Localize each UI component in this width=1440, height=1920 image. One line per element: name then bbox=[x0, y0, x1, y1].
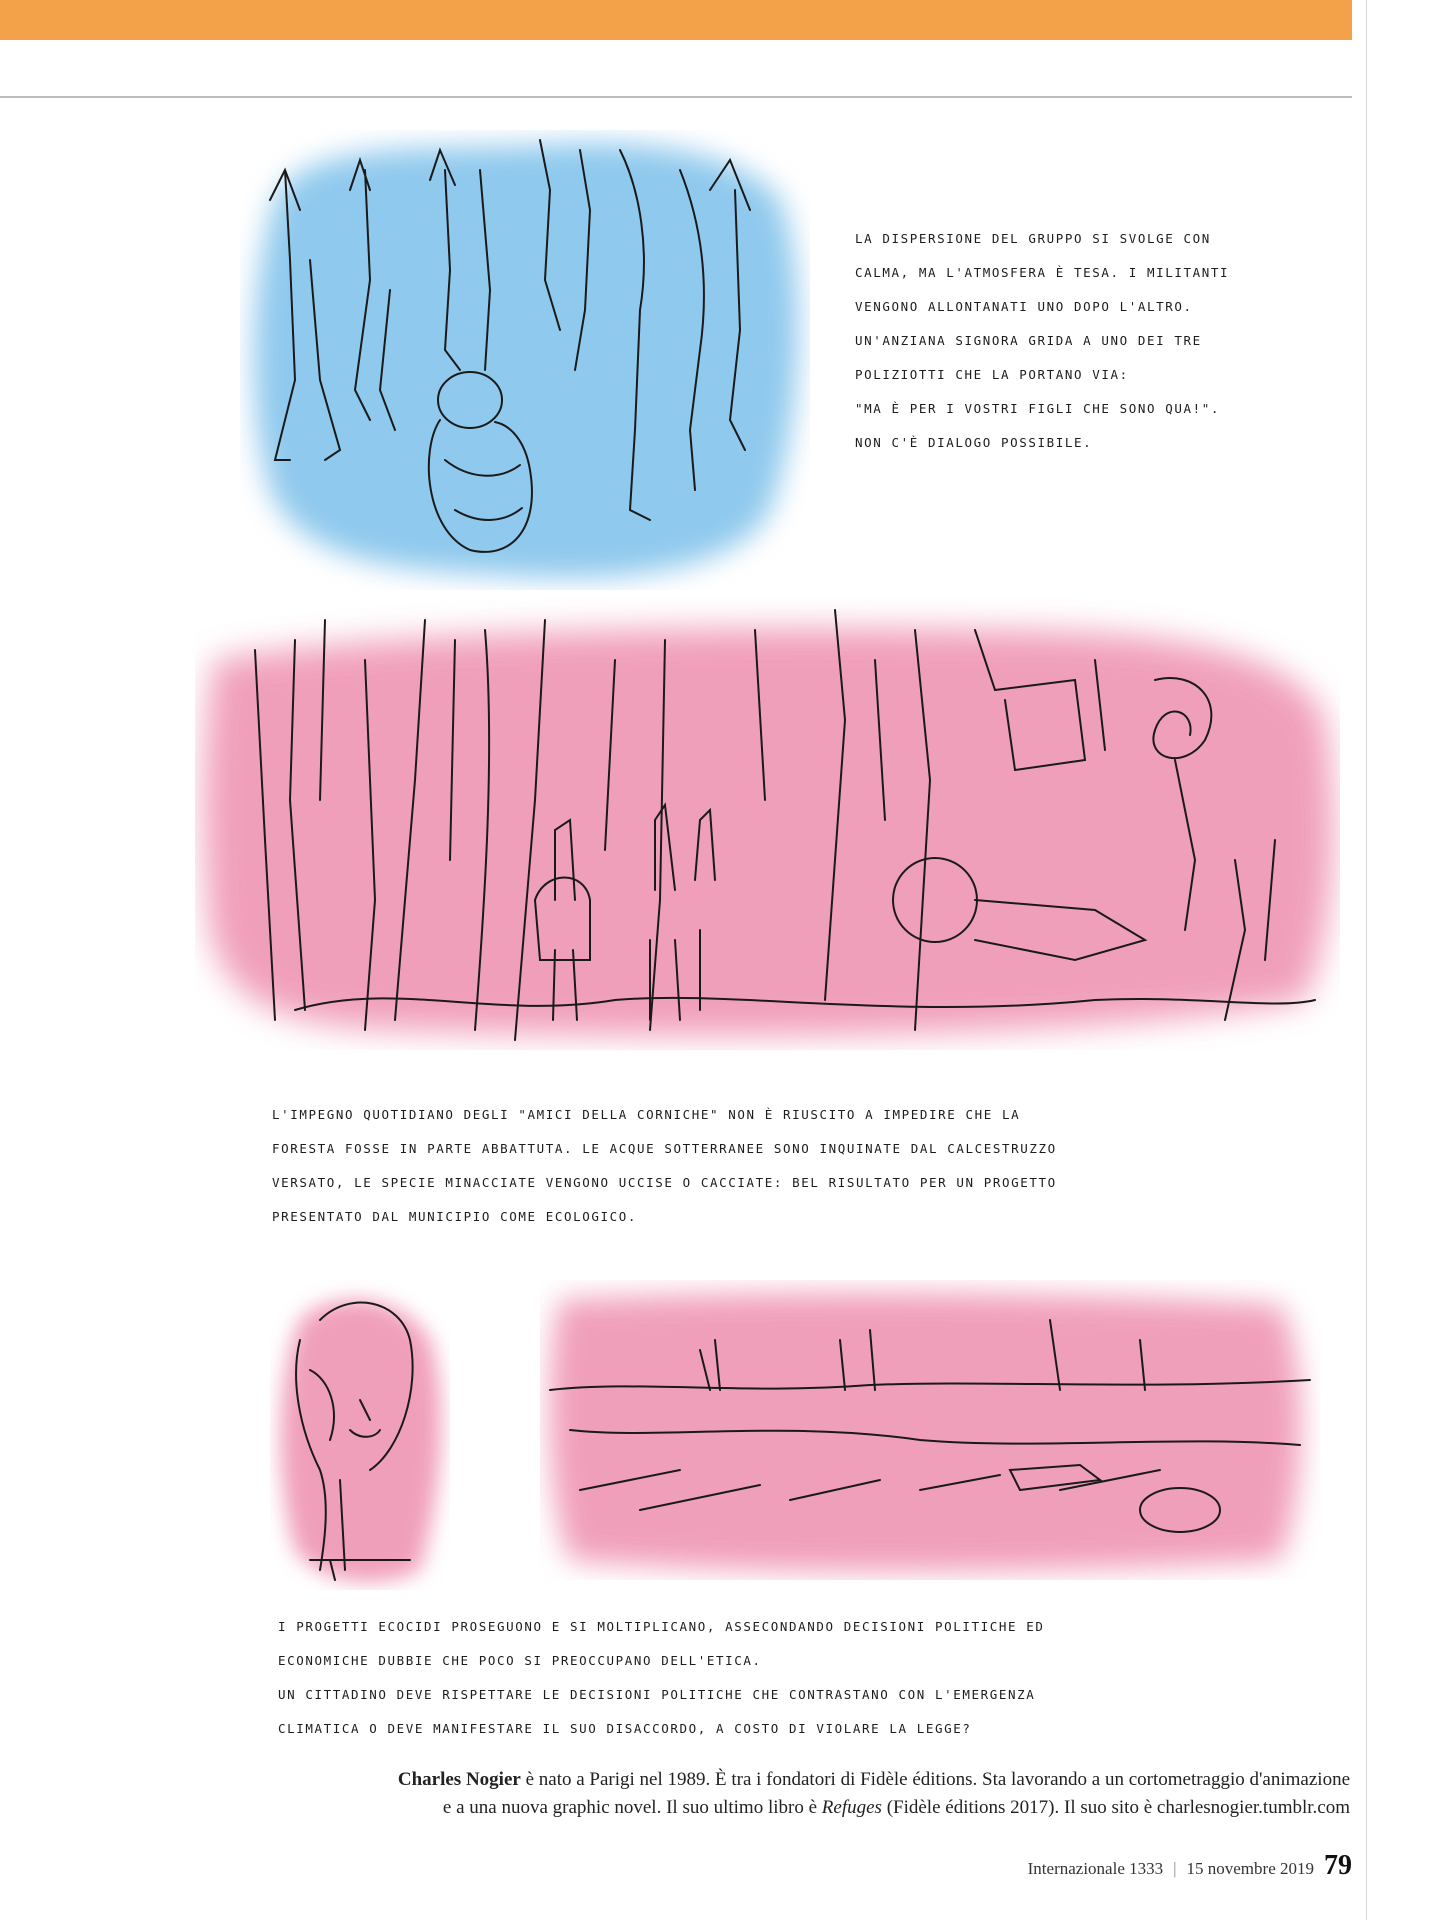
caption-line: NON C'È DIALOGO POSSIBILE. bbox=[855, 435, 1093, 450]
bio-text: e a una nuova graphic novel. Il suo ultimo libro è bbox=[442, 1797, 822, 1818]
caption-line: FORESTA FOSSE IN PARTE ABBATTUTA. LE ACQUE SOTTERRANEE SONO INQUINATE DAL CALCESTRUZZO bbox=[272, 1141, 1057, 1156]
panel3-caption bbox=[278, 1610, 1045, 1746]
page-number: 79 bbox=[1324, 1850, 1352, 1881]
comic-panel-forest-pink bbox=[195, 600, 1340, 1050]
book-title: Refuges bbox=[821, 1797, 882, 1818]
footer-separator: | bbox=[1173, 1859, 1177, 1878]
caption-line: PRESENTATO DAL MUNICIPIO COME ECOLOGICO. bbox=[272, 1209, 638, 1224]
comic-panel-landscape-pink bbox=[540, 1280, 1320, 1580]
panel1-caption bbox=[855, 222, 1229, 460]
caption-line: VENGONO ALLONTANATI UNO DOPO L'ALTRO. bbox=[855, 299, 1193, 314]
header-color-band bbox=[0, 0, 1352, 40]
caption-line: POLIZIOTTI CHE LA PORTANO VIA: bbox=[855, 367, 1129, 382]
caption-line: CALMA, MA L'ATMOSFERA È TESA. I MILITANTI bbox=[855, 265, 1230, 280]
caption-line: I PROGETTI ECOCIDI PROSEGUONO E SI MOLTIPLICANO, ASSECONDANDO DECISIONI POLITICHE ED bbox=[278, 1619, 1045, 1634]
magazine-issue: Internazionale 1333 bbox=[1027, 1859, 1164, 1878]
bio-line-1 bbox=[150, 1766, 1350, 1794]
bio-text: è nato a Parigi nel 1989. È tra i fondatori di Fidèle éditions. Sta lavorando a un cortometraggio d'animazione bbox=[520, 1769, 1350, 1790]
caption-line: ECONOMICHE DUBBIE CHE POCO SI PREOCCUPANO DELL'ETICA. bbox=[278, 1653, 762, 1668]
caption-line: L'IMPEGNO QUOTIDIANO DEGLI "AMICI DELLA CORNICHE" NON È RIUSCITO A IMPEDIRE CHE LA bbox=[272, 1107, 1021, 1122]
author-name: Charles Nogier bbox=[397, 1769, 521, 1790]
caption-line: CLIMATICA O DEVE MANIFESTARE IL SUO DISACCORDO, A COSTO DI VIOLARE LA LEGGE? bbox=[278, 1721, 972, 1736]
comic-panel-portrait-pink bbox=[270, 1280, 450, 1590]
panel2-caption bbox=[272, 1098, 1057, 1234]
author-bio bbox=[150, 1766, 1350, 1822]
caption-line: LA DISPERSIONE DEL GRUPPO SI SVOLGE CON bbox=[855, 231, 1211, 246]
issue-date: 15 novembre 2019 bbox=[1186, 1859, 1314, 1878]
page-edge-line bbox=[1366, 0, 1367, 1920]
bio-line-2 bbox=[150, 1794, 1350, 1822]
header-rule bbox=[0, 96, 1352, 98]
comic-panel-police-blue bbox=[240, 130, 810, 590]
page-footer bbox=[1028, 1850, 1352, 1882]
caption-line: "MA È PER I VOSTRI FIGLI CHE SONO QUA!". bbox=[855, 401, 1221, 416]
bio-text: (Fidèle éditions 2017). Il suo sito è charlesnogier.tumblr.com bbox=[881, 1797, 1350, 1818]
caption-line: VERSATO, LE SPECIE MINACCIATE VENGONO UCCISE O CACCIATE: BEL RISULTATO PER UN PROGETTO bbox=[272, 1175, 1057, 1190]
caption-line: UN CITTADINO DEVE RISPETTARE LE DECISIONI POLITICHE CHE CONTRASTANO CON L'EMERGENZA bbox=[278, 1687, 1036, 1702]
caption-line: UN'ANZIANA SIGNORA GRIDA A UNO DEI TRE bbox=[855, 333, 1202, 348]
